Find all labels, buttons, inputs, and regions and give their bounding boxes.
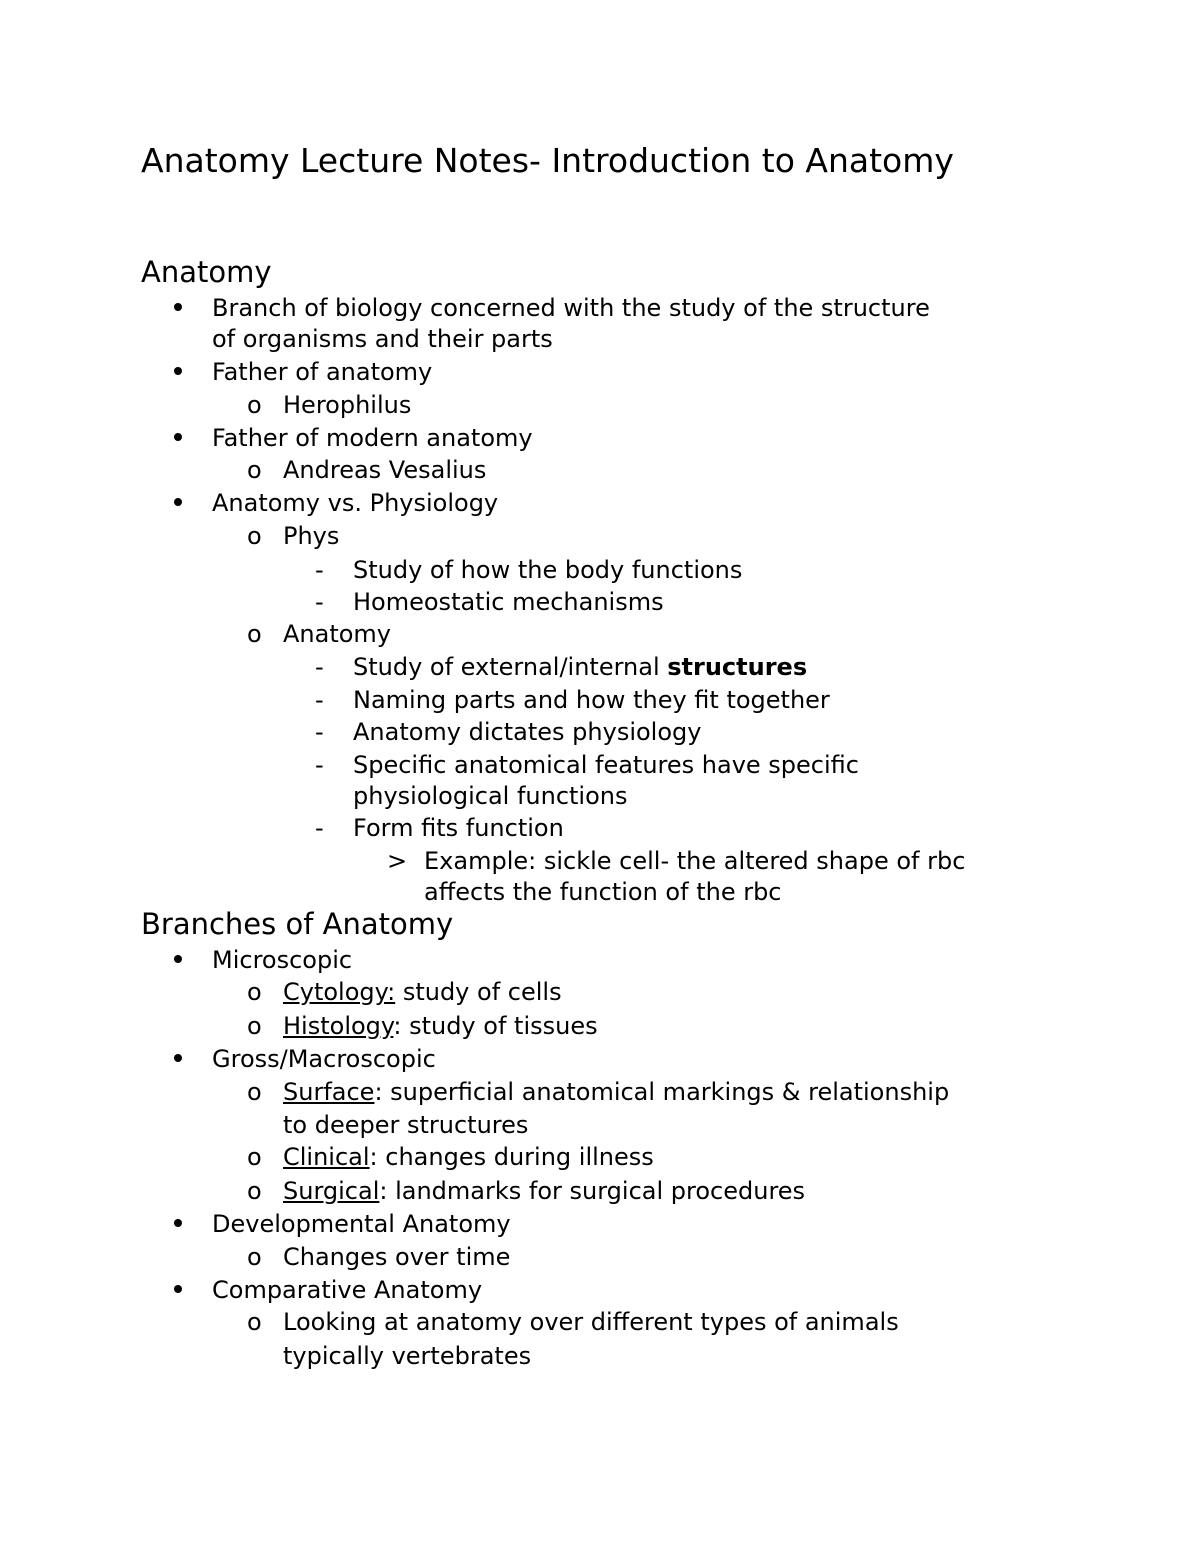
- sub-list-item: [283, 1076, 949, 1108]
- sub-list-item: [283, 1175, 805, 1207]
- list-item-continuation: to deeper structures: [283, 1111, 529, 1139]
- circle-bullet-icon: o: [247, 1143, 262, 1171]
- bullet-icon: [174, 944, 182, 976]
- bullet-icon: [174, 356, 182, 388]
- bullet-icon: [174, 292, 182, 324]
- underlined-term: Clinical: [283, 1143, 370, 1171]
- list-item: Anatomy vs. Physiology: [212, 489, 499, 517]
- sub-sub-sub-list-item: Example: sickle cell- the altered shape of rbc: [424, 847, 966, 875]
- sub-sub-list-item: [353, 651, 807, 683]
- bullet-icon: [174, 1208, 182, 1240]
- list-item-continuation: of organisms and their parts: [212, 325, 553, 353]
- sub-sub-list-item: Naming parts and how they fit together: [353, 686, 830, 714]
- dash-bullet-icon: -: [315, 653, 324, 681]
- section-heading-branches: Branches of Anatomy: [141, 907, 454, 941]
- text-run: : superficial anatomical markings & relationship: [374, 1078, 950, 1106]
- sub-list-item: Anatomy: [283, 620, 392, 648]
- sub-list-item: Changes over time: [283, 1243, 511, 1271]
- dash-bullet-icon: -: [315, 556, 324, 584]
- bold-term: structures: [667, 653, 808, 681]
- sub-list-item: [283, 1141, 654, 1173]
- bullet-icon: [174, 422, 182, 454]
- list-item: Microscopic: [212, 946, 353, 974]
- sub-sub-list-item: Specific anatomical features have specific: [353, 751, 859, 779]
- sub-list-item: Phys: [283, 522, 340, 550]
- list-item: Developmental Anatomy: [212, 1210, 511, 1238]
- sub-sub-list-item: Form fits function: [353, 814, 564, 842]
- underlined-term: Cytology:: [283, 978, 396, 1006]
- arrow-bullet-icon: >: [387, 847, 408, 875]
- bullet-icon: [174, 487, 182, 519]
- text-run: : changes during illness: [369, 1143, 654, 1171]
- list-item-continuation: physiological functions: [353, 782, 628, 810]
- dash-bullet-icon: -: [315, 718, 324, 746]
- circle-bullet-icon: o: [247, 1177, 262, 1205]
- circle-bullet-icon: o: [247, 1012, 262, 1040]
- text-run: : landmarks for surgical procedures: [379, 1177, 806, 1205]
- circle-bullet-icon: o: [247, 1078, 262, 1106]
- sub-list-item: Andreas Vesalius: [283, 456, 487, 484]
- dash-bullet-icon: -: [315, 814, 324, 842]
- underlined-term: Histology: [283, 1012, 394, 1040]
- sub-list-item: Looking at anatomy over different types of animals: [283, 1308, 899, 1336]
- circle-bullet-icon: o: [247, 456, 262, 484]
- list-item: Father of anatomy: [212, 358, 433, 386]
- sub-sub-list-item: Anatomy dictates physiology: [353, 718, 702, 746]
- circle-bullet-icon: o: [247, 1243, 262, 1271]
- sub-list-item: [283, 976, 562, 1008]
- page-title: Anatomy Lecture Notes- Introduction to Anatomy: [141, 141, 954, 180]
- underlined-term: Surgical: [283, 1177, 380, 1205]
- text-run: Study of external/internal: [353, 653, 668, 681]
- circle-bullet-icon: o: [247, 620, 262, 648]
- bullet-icon: [174, 1043, 182, 1075]
- list-item: Gross/Macroscopic: [212, 1045, 436, 1073]
- sub-list-item: Herophilus: [283, 391, 412, 419]
- sub-sub-list-item: Study of how the body functions: [353, 556, 743, 584]
- bullet-icon: [174, 1274, 182, 1306]
- circle-bullet-icon: o: [247, 1308, 262, 1336]
- dash-bullet-icon: -: [315, 751, 324, 779]
- list-item: Father of modern anatomy: [212, 424, 533, 452]
- list-item-continuation: typically vertebrates: [283, 1342, 532, 1370]
- dash-bullet-icon: -: [315, 686, 324, 714]
- list-item: Branch of biology concerned with the study of the structure: [212, 294, 930, 322]
- circle-bullet-icon: o: [247, 391, 262, 419]
- list-item: Comparative Anatomy: [212, 1276, 483, 1304]
- text-run: : study of tissues: [393, 1012, 598, 1040]
- sub-sub-list-item: Homeostatic mechanisms: [353, 588, 664, 616]
- sub-list-item: [283, 1010, 598, 1042]
- circle-bullet-icon: o: [247, 978, 262, 1006]
- underlined-term: Surface: [283, 1078, 375, 1106]
- dash-bullet-icon: -: [315, 588, 324, 616]
- circle-bullet-icon: o: [247, 522, 262, 550]
- text-run: study of cells: [395, 978, 562, 1006]
- list-item-continuation: affects the function of the rbc: [424, 878, 782, 906]
- section-heading-anatomy: Anatomy: [141, 255, 272, 289]
